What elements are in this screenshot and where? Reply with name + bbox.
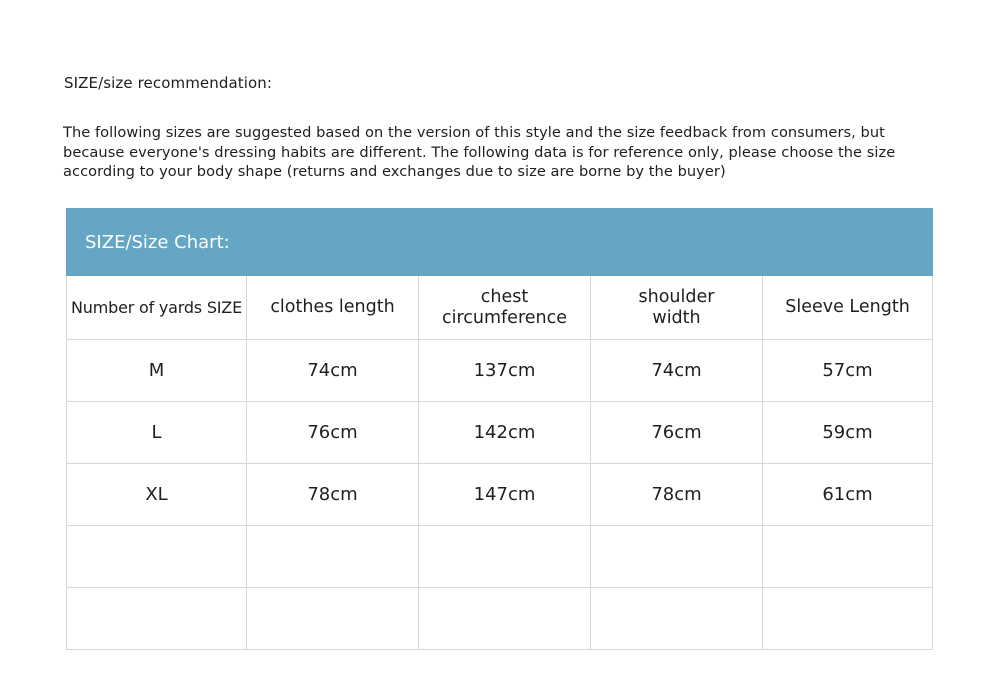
table-title-row [67,209,933,276]
cell-empty [247,588,419,650]
header-shoulder-line2: width [652,307,701,328]
header-shoulder-line1: shoulder [638,286,715,307]
cell-empty [419,588,591,650]
page-title: SIZE/size recommendation: [64,74,273,92]
table-row [67,402,933,464]
table-row [67,464,933,526]
cell-sleeve: 59cm [763,402,933,464]
cell-empty [591,588,763,650]
cell-sleeve: 57cm [763,340,933,402]
cell-chest: 137cm [419,340,591,402]
table-row [67,526,933,588]
table-header-row [67,276,933,340]
cell-size: M [67,340,247,402]
table-title: SIZE/Size Chart: [67,209,933,276]
header-cell-clothes-length: clothes length [247,276,419,340]
cell-shoulder: 74cm [591,340,763,402]
cell-empty [763,526,933,588]
cell-empty [763,588,933,650]
cell-empty [247,526,419,588]
cell-empty [67,588,247,650]
cell-chest: 142cm [419,402,591,464]
size-chart-table [66,208,933,650]
cell-size: L [67,402,247,464]
cell-empty [419,526,591,588]
cell-empty [67,526,247,588]
cell-clothes-length: 78cm [247,464,419,526]
cell-size: XL [67,464,247,526]
header-cell-chest-circumference [419,276,591,340]
header-chest-line1: chest [480,286,529,307]
cell-empty [591,526,763,588]
cell-sleeve: 61cm [763,464,933,526]
header-cell-size: Number of yards SIZE [67,276,247,340]
header-cell-sleeve-length: Sleeve Length [763,276,933,340]
cell-chest: 147cm [419,464,591,526]
size-chart-table-wrapper [66,208,932,650]
table-row [67,340,933,402]
cell-clothes-length: 74cm [247,340,419,402]
cell-shoulder: 76cm [591,402,763,464]
cell-shoulder: 78cm [591,464,763,526]
cell-clothes-length: 76cm [247,402,419,464]
table-row [67,588,933,650]
header-chest-line2: circumference [441,307,568,328]
header-cell-shoulder-width [591,276,763,340]
intro-paragraph: The following sizes are suggested based on the version of this style and the size feedback from consumers, but because everyone's dressing habits are different. The following data is for reference only, please choose the size according to your body shape (returns and exchanges due to size are borne by the buyer) [63,124,896,180]
